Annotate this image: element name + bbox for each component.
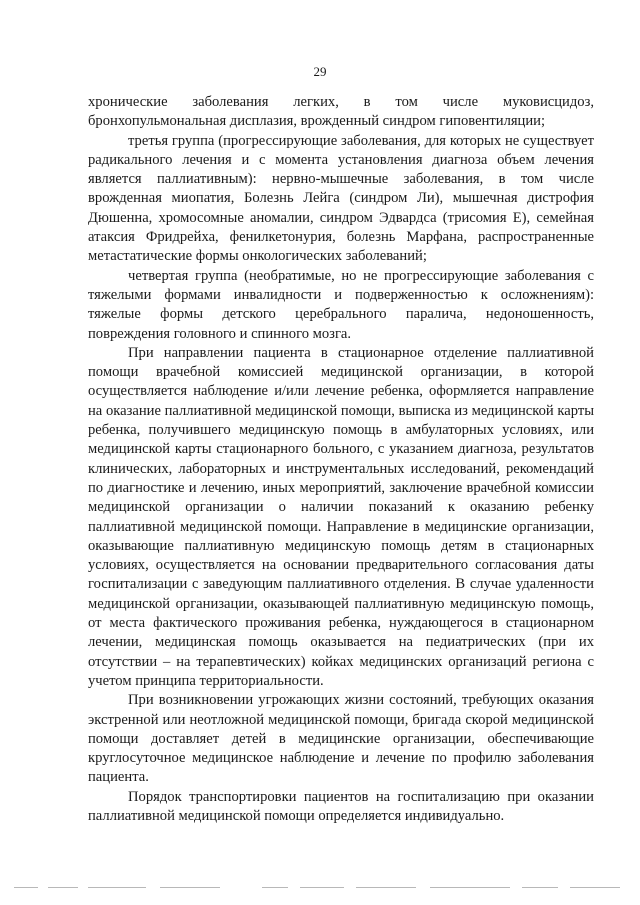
paragraph-lung-diseases: хронические заболевания легких, в том числе муковисцидоз, бронхопульмональная дисплазия, врожденный синдром гиповентиляции; (88, 94, 594, 130)
paragraph-emergency: При возникновении угрожающих жизни состояний, требующих оказания экстренной или неотложной медицинской помощи, бригада скорой медицинской помощи доставляет детей в медицинские организации, обеспечивающие круглосуточное медицинское наблюдение и лечение по профилю заболевания пациента. (88, 692, 594, 786)
page-number: 29 (313, 64, 327, 79)
paragraph-transport: Порядок транспортировки пациентов на госпитализацию при оказании паллиативной медицинской помощи определяется индивидуально. (88, 788, 594, 824)
paragraph-group-three: третья группа (прогрессирующие заболевания, для которых не существует радикального лечения и с момента установления диагноза объем лечения является паллиативным): нервно-мышечные заболевания, в том числе врожденная миопатия, Болезнь Лейга (синдром Ли), мышечная дистрофия Дюшенна, хромосомные аномалии, синдром Эдвардса (трисомия Е), семейная атаксия Фридрейха, фенилкетонурия, болезнь Марфана, распространенные метастатические формы онкологических заболеваний; (88, 132, 594, 265)
scan-artifact-line (0, 885, 640, 893)
paragraph-group-four: четвертая группа (необратимые, но не прогрессирующие заболевания с тяжелыми формами инвалидности и подверженностью к осложнениям): тяжелые формы детского церебрального паралича, недоношенность, повреждения головного и спинного мозга. (88, 267, 594, 342)
paragraph-referral: При направлении пациента в стационарное отделение паллиативной помощи врачебной комиссией медицинской организации, в которой осуществляется наблюдение и/или лечение ребенка, оформляется направление на оказание паллиативной медицинской помощи, выписка из медицинской карты ребенка, получившего медицинскую помощь в амбулаторных условиях, или медицинской карты стационарного больного, с указанием диагноза, результатов клинических, лабораторных и инструментальных исследований, рекомендаций по диагностике и лечению, иных мероприятий, заключение врачебной комиссии медицинской организации о наличии показаний к оказанию ребенку паллиативной медицинской помощи. Направление в медицинские организации, оказывающие паллиативную медицинскую помощь детям в стационарных условиях, осуществляется на основании предварительного согласования даты госпитализации с заведующим паллиативного отделения. В случае удаленности медицинской организации, оказывающей паллиативную медицинскую помощь, от места фактического проживания ребенка, нуждающегося в стационарном лечении, медицинская помощь оказывается на педиатрических (при их отсутствии – на терапевтических) койках медицинских организаций региона с учетом принципа территориальности. (88, 344, 594, 689)
document-body (88, 93, 594, 826)
